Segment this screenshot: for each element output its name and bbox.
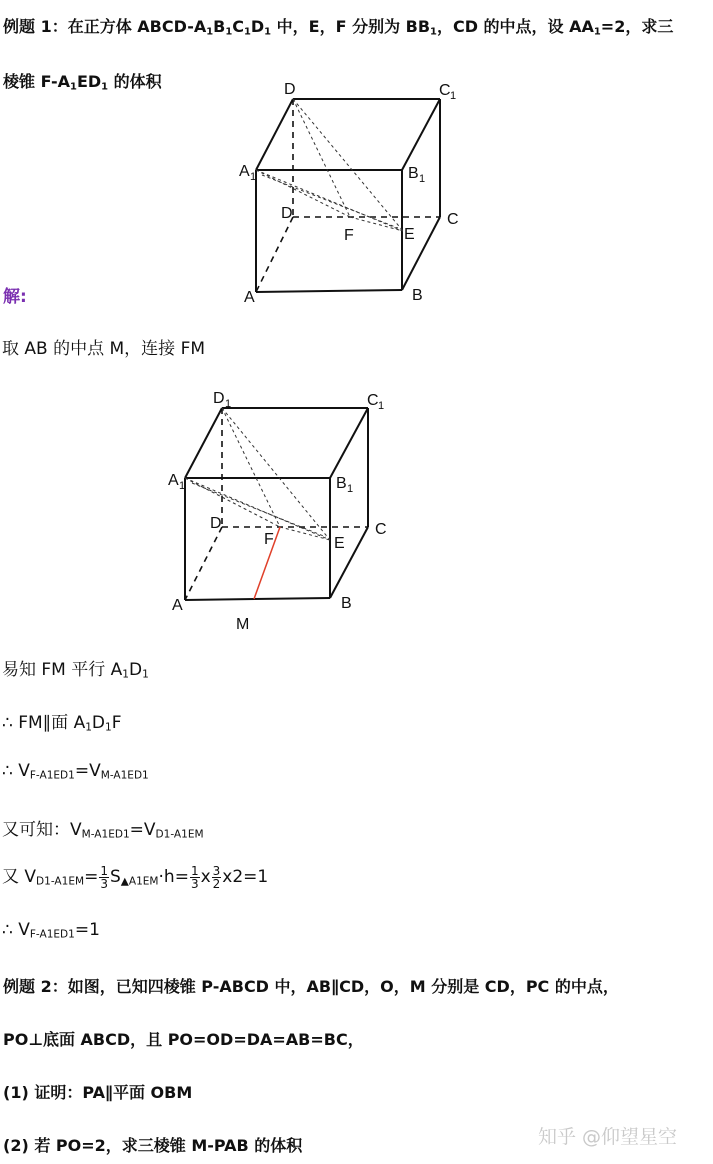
example2-part1: (1) 证明：PA∥平面 OBM <box>3 1083 193 1102</box>
label-C: C <box>447 211 459 228</box>
label-C1-sub: 1 <box>450 90 457 102</box>
fig2-label-C: C <box>375 521 387 538</box>
fig2-label-D: D <box>210 515 222 532</box>
watermark: 知乎 @仰望星空 <box>538 1126 678 1148</box>
solution-step-volume-equal-2: 又可知：$V_{M-A1ED1}=V_{D1-A1EM}$ <box>2 820 204 841</box>
label-B1-sub: 1 <box>419 173 426 185</box>
fig2-label-B1: B <box>336 475 347 492</box>
solution-step-compute: 又 $V_{D1-A1EM}=$ $\frac{1}{3}$ $S_{▲A1EM}\cdot h=$ $\frac{1}{3}$ x $\frac{3}{2}$ x2=1 <box>2 863 269 891</box>
label-E: E <box>404 226 415 243</box>
label-F: F <box>344 227 354 244</box>
example2-line1: 例题 2：如图，已知四棱锥 P-ABCD 中，AB∥CD，O，M 分别是 CD，PC 的中点， <box>3 977 619 996</box>
fraction-one-third-2: $\frac{1}{3}$ <box>190 863 199 891</box>
example2-part2: (2) 若 PO=2，求三棱锥 M-PAB 的体积 <box>3 1136 303 1155</box>
fig2-label-F: F <box>264 531 274 548</box>
solution-step-volume-equal: ∴ $V_{F-A1ED1}=V_{M-A1ED1}$ <box>2 761 149 782</box>
solution-step-plane: ∴ FM∥面 $A_1D_1F$ <box>2 713 122 734</box>
fig2-label-A1: A <box>168 472 179 489</box>
label-B: B <box>412 287 423 304</box>
cube-figure-2 <box>0 380 713 640</box>
solution-label: 解: <box>3 287 27 307</box>
solution-step-midpoint: 取 AB 的中点 M，连接 FM <box>2 339 206 359</box>
example1-line2: 棱锥 $F-A_1ED_1$ 的体积 <box>3 72 162 93</box>
solution-step-result: ∴ $V_{F-A1ED1}=1$ <box>2 920 100 941</box>
fig2-label-B: B <box>341 595 352 612</box>
label-D1-top: D <box>284 81 296 98</box>
label-D: D <box>281 205 293 222</box>
example2-line2: PO⊥底面 ABCD，且 PO=OD=DA=AB=BC， <box>3 1030 364 1049</box>
fig2-label-E: E <box>334 535 345 552</box>
label-A: A <box>244 289 255 306</box>
fraction-one-third: $\frac{1}{3}$ <box>100 863 108 891</box>
example1-line1: 例题 1：在正方体 ABCD-$A_1B_1C_1D_1$ 中，E，F 分别为 $BB_1$，CD 的中点，设 $AA_1=2$，求三 <box>3 17 674 38</box>
fig2-label-A1-sub: 1 <box>179 480 186 492</box>
fig2-label-A: A <box>172 597 183 614</box>
fig2-label-M: M <box>236 616 250 633</box>
label-A1-sub: 1 <box>250 171 257 183</box>
fig2-label-C1: C <box>367 392 379 409</box>
label-B1: B <box>408 165 419 182</box>
label-A1: A <box>239 163 250 180</box>
fig2-label-C1-sub: 1 <box>378 400 385 412</box>
label-C1: C <box>439 82 451 99</box>
solution-step-parallel: 易知 FM 平行 $A_1D_1$ <box>2 660 149 681</box>
fig2-label-B1-sub: 1 <box>347 483 354 495</box>
fig2-label-D1: D <box>213 390 225 407</box>
cube-figure-1 <box>0 0 713 330</box>
fraction-three-halves: $\frac{3}{2}$ <box>212 863 221 891</box>
fig2-label-D1-sub: 1 <box>225 398 232 410</box>
